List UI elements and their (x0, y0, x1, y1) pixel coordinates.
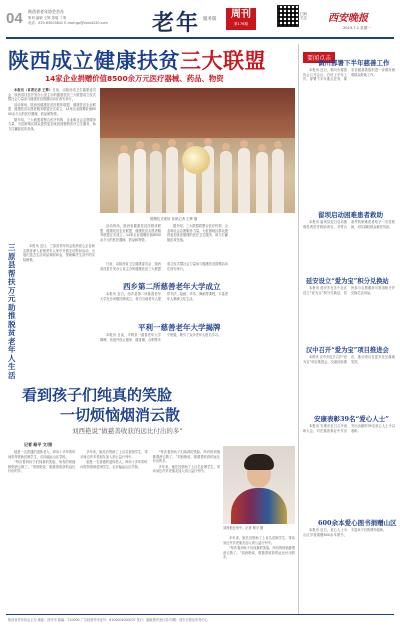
feature-paragraph: “每次看到孩子们纯真的笑脸，所有的烦恼都烟消云散了。”刘西艳说，做慈善收获的远比付出的多。 (8, 460, 76, 474)
footer-text: 陕西省老年协会主办 地址：西安市 邮编：710000 广告经营许可证号：6100004000037 发行：邮政报刊发行局 印刷：西安日报社印务中心 (8, 618, 208, 622)
masthead (0, 0, 400, 40)
main-subhead: 14家企业捐赠价值8500余万元医疗器械、药品、物资 (45, 74, 224, 83)
left-story-box (8, 240, 96, 380)
column-divider (298, 44, 299, 614)
main-paragraph: 据介绍，三大联盟将整合医疗机构、企业和社会志愿服务力量，为贫困地区群众提供更加优质便捷的医疗卫生服务，助力打赢脱贫攻坚战。 (8, 117, 96, 131)
main-headline (8, 45, 293, 75)
feature-title-2: 一切烦恼烟消云散 (60, 406, 181, 424)
left-story-title: 三原县帮扶万元助推脱贫老年人生活 (8, 243, 16, 380)
edition-line-3: 电话：029-63003842 E-mail:gp@cbcbt120.com (28, 21, 108, 25)
feature-paragraph: 多年来，她先后资助了上百名贫困学生，带动身边许多老朋友加入到公益行列中。 (223, 536, 295, 545)
feature-paragraph: 她是一名普通的退休老人，却用十多年的时间坚持资助贫困学生，走访偏远山区学校。 (80, 460, 148, 469)
edition-line-1: 陕西省老年协会会办 (28, 9, 64, 14)
right-item-3-body: 本报讯 延安市在多个社区设立“爱为宝”积分兑换站，居民参与志愿服务可获得积分并兑换生活用品。 (303, 286, 395, 295)
week-label: 周刊 (231, 9, 251, 20)
feature-title-1: 看到孩子们纯真的笑脸 (22, 386, 173, 404)
right-item-4-body: 本报讯 汉中市近日召开“爱为宝”项目推进会，交流经验做法，推动项目在更多社区落地见效。 (303, 355, 395, 364)
right-item-4-title: 汉中召开“爱为宝”项目推进会 (306, 347, 389, 354)
photo-backdrop (100, 88, 295, 138)
feature-byline: 记者 路平 文/图 (24, 442, 53, 447)
mid-story-2-body: 本报讯 日前，平利县一慈善老年大学揭牌，首批开设太极拳、健身操、合唱等多个班级，吸引了众多老年人报名学习。 (100, 333, 222, 342)
feature-paragraph: “每次看到孩子们纯真的笑脸，所有的烦恼都烟消云散了。”刘西艳说，做慈善收获的远比付出的多。 (152, 450, 220, 464)
mid-story-1-body: 本报讯 近日，西乡县第二所慈善老年大学在沙河镇挂牌成立，将为当地老年人提供书法、绘画、声乐、舞蹈等课程，丰富老年人精神文化生活。 (100, 292, 228, 301)
week-label-box (226, 8, 256, 30)
right-item-5-title: 安康表彰39名“爱心人士” (314, 415, 390, 423)
qr-caption: 扫码关注 (300, 12, 307, 20)
main-paragraph: 活动现场，陕西省健康扶贫医联体联盟、健康扶贫企业联盟、健康扶贫志愿者服务联盟正式成立，14家企业捐赠价值8500余万元的医疗器械、药品和物资。 (8, 102, 96, 116)
main-headline-part: 陕西成立健康扶贫 (8, 48, 180, 73)
portrait-hair (244, 454, 274, 470)
main-photo-caption: 捐赠仪式现场 首席记者 王辉 摄 (150, 217, 198, 221)
main-headline-text (8, 48, 266, 73)
main-byline: 本报讯（首席记者 王辉） (14, 88, 53, 92)
feature-body-right (223, 536, 295, 612)
feature-subtitle: 刘西艳说“做慈善收获的远比付出的多” (72, 427, 183, 435)
mid-story-2-title: 平利一慈善老年大学揭牌 (138, 323, 221, 332)
left-story-body: 本报讯 近日，三原县老年协会组织爱心企业和志愿者深入贫困老年人家中开展走访慰问活动，为他们送去生活用品和慰问金，帮助解决生活中的实际困难。 (23, 244, 95, 262)
main-paragraph: 日前，由陕西省卫生健康委员会、陕西省扶贫开发办公室主办的健康扶贫三大联盟成立仪式暨社会力量参与健康扶贫捐赠活动在西安举行。 (8, 88, 96, 102)
right-item-5-body: 本报讯 安康市近日召开表彰大会，对在慈善事业中作出突出贡献的39名爱心人士予以表彰。 (303, 424, 395, 433)
footer-rule (6, 614, 394, 615)
masthead-logo: 老年 (152, 10, 201, 36)
photo-ball (182, 146, 210, 174)
feature-paragraph: “每次看到孩子们纯真的笑脸，所有的烦恼都烟消云散了。”刘西艳说，做慈善收获的远比付出的多。 (223, 546, 295, 560)
feature-photo (223, 446, 295, 524)
main-paragraph: 日前，由陕西省卫生健康委员会、陕西省扶贫开发办公室主办的健康扶贫三大联盟成立仪式暨社会力量参与健康扶贫捐赠活动在西安举行。 (100, 262, 228, 271)
masthead-rule (6, 37, 394, 39)
main-paragraph: 活动现场，陕西省健康扶贫医联体联盟、健康扶贫企业联盟、健康扶贫志愿者服务联盟正式成立，14家企业捐赠价值8500余万元的医疗器械、药品和物资。 (100, 224, 161, 242)
feature-paragraph: 她是一名普通的退休老人，却用十多年的时间坚持资助贫困学生，走访偏远山区学校。 (8, 450, 76, 459)
right-item-2-title: 留坝启动困难患者救助 (318, 211, 383, 219)
feature-body (8, 450, 220, 612)
right-item-2-body: 本报讯 留坝县近日启动困难患者医疗救助项目，对符合条件的困难患者给予一次性救助，切实减轻群众就医负担。 (303, 220, 395, 229)
right-item-1-body: 本报讯 近日，铜川市慈善协会召开会议，总结上半年工作，部署下半年重点任务，要求各级慈善组织进一步做好困难群众救助工作。 (303, 68, 395, 82)
mid-story-1-title: 西乡第二所慈善老年大学成立 (123, 282, 221, 291)
masthead-logo-sub: 服务版 (203, 17, 217, 22)
main-story-continued (100, 224, 295, 260)
issue-number: 第176期 (233, 22, 249, 26)
main-story-body (8, 88, 96, 236)
right-item-3-title: 延安设立“爱为宝”积分兑换站 (306, 278, 389, 285)
edition-line-2: 策划·编辑 王辉 排版 丁明 (28, 16, 67, 20)
right-item-6-body: 本报讯 近日，爱心人士为山区学校捐赠600余本图书，丰富孩子们的课外阅读。 (303, 528, 387, 537)
main-paragraph: 据介绍，三大联盟将整合医疗机构、企业和社会志愿服务力量，为贫困地区群众提供更加优质便捷的医疗卫生服务，助力打赢脱贫攻坚战。 (167, 224, 228, 242)
main-story-tail (100, 262, 295, 276)
right-item-6-title: 600余本爱心图书捐赠山区 (318, 519, 397, 527)
main-photo (100, 88, 295, 213)
page-number: 04 (6, 10, 23, 27)
right-item-1-title: 铜川部署下半年慈善工作 (318, 59, 390, 67)
qr-code (277, 5, 299, 27)
feature-paragraph: 多年来，她先后资助了上百名贫困学生，带动身边许多老朋友加入到公益行列中。 (152, 464, 220, 474)
portrait-body (231, 488, 287, 524)
main-headline-highlight: 三大联盟 (180, 48, 266, 73)
issue-date: 2019.7.1 星期一 (343, 26, 371, 30)
feature-paragraph: 多年来，她先后资助了上百名贫困学生，带动身边许多老朋友加入到公益行列中。 (80, 450, 148, 459)
paper-name: 西安晚报 (328, 13, 368, 24)
feature-photo-caption: 刘西艳在家中。记者 路平 摄 (223, 526, 264, 530)
section-tag-label: 要闻点击 (303, 52, 335, 63)
